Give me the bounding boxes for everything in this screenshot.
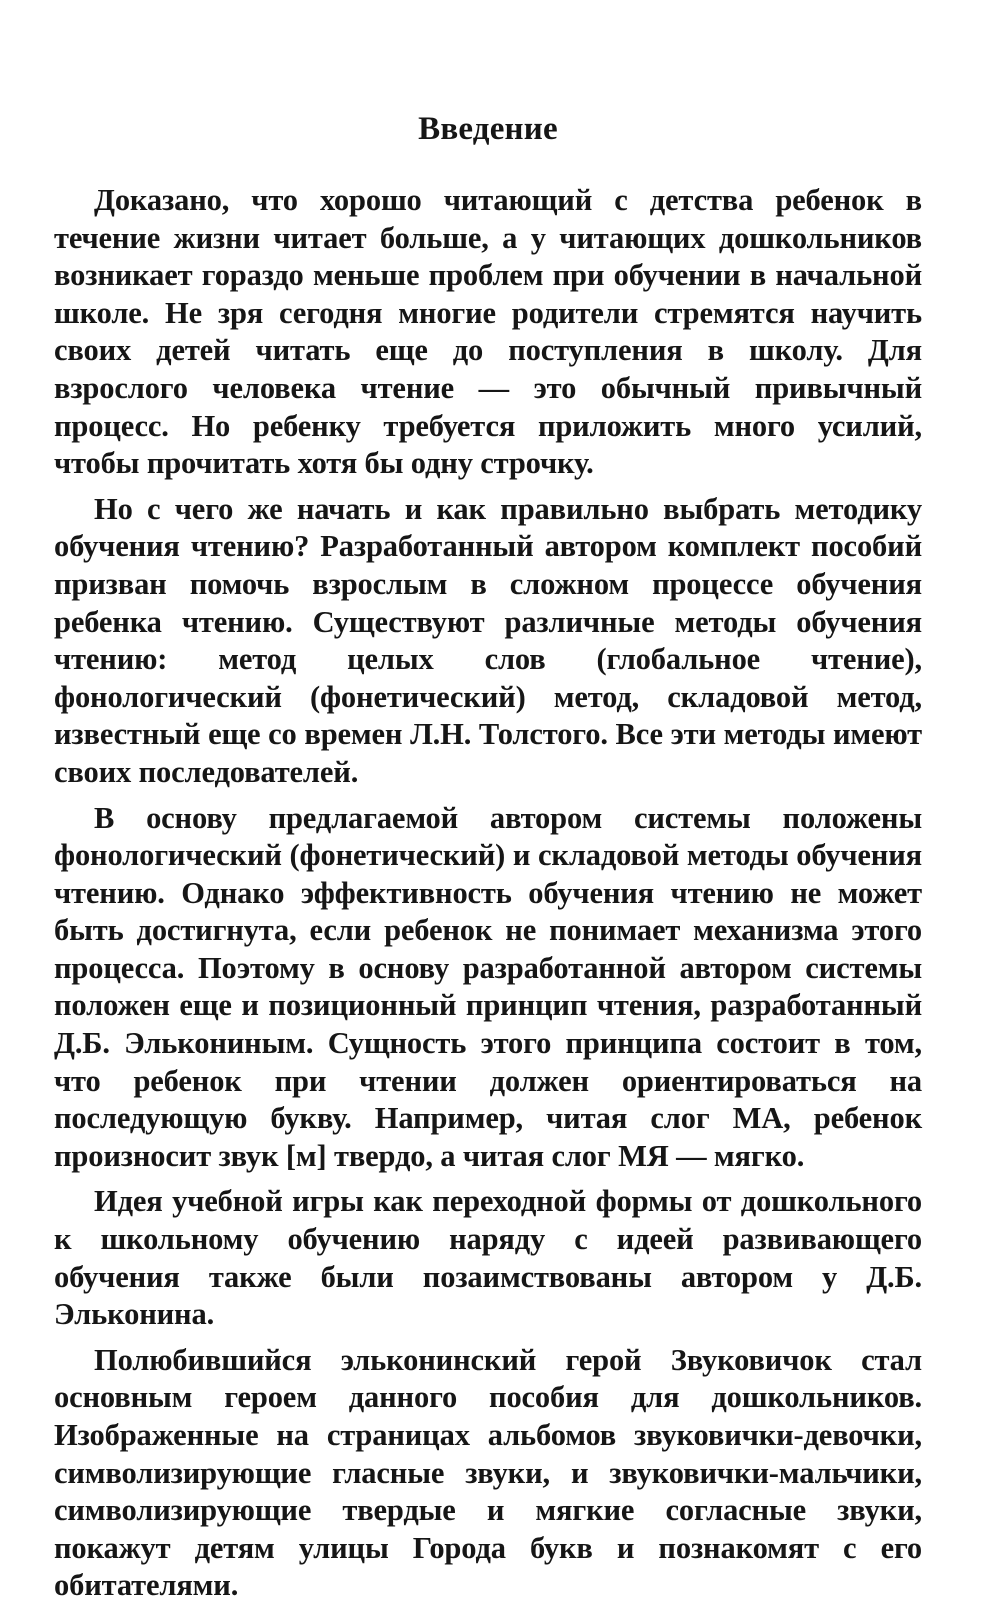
paragraph-2: Но с чего же начать и как правильно выбрать методику обучения чтению? Разработанный автором комплект пособий призван помочь взрослым в сложном процессе обучения ребенка чтению. Существуют различные методы обучения чтению: метод целых слов (глобальное чтение), фонологический (фонетический) метод, складовой метод, известный еще со времен Л.Н. Толстого. Все эти методы имеют своих последователей. — [54, 491, 922, 789]
paragraph-3: В основу предлагаемой автором системы положены фонологический (фонетический) и складовой методы обучения чтению. Однако эффективность обучения чтению не может быть достигнута, если ребенок не понимает механизма этого процесса. Поэтому в основу разработанной автором системы положен еще и позиционный принцип чтения, разработанный Д.Б. Элькониным. Сущность этого принципа состоит в том, что ребенок при чтении должен ориентироваться на последующую букву. Например, читая слог МА, ребенок произносит звук [м] твердо, а читая слог МЯ — мягко. — [54, 800, 922, 1173]
paragraph-5: Полюбившийся эльконинский герой Звуковичок стал основным героем данного пособия для дошкольников. Изображенные на страницах альбомов звуковички-девочки, символизирующие гласные звуки, и звуковички-мальчики, символизирующие твердые и мягкие согласные звуки, покажут детям улицы Города букв и познакомят с его обитателями. — [54, 1342, 922, 1603]
paragraph-1: Доказано, что хорошо читающий с детства ребенок в течение жизни читает больше, а у читающих дошкольников возникает гораздо меньше проблем при обучении в начальной школе. Не зря сегодня многие родители стремятся научить своих детей читать еще до поступления в школу. Для взрослого человека чтение — это обычный привычный процесс. Но ребенку требуется приложить много усилий, чтобы прочитать хотя бы одну строчку. — [54, 183, 922, 481]
page-title: Введение — [418, 111, 558, 147]
paragraph-4: Идея учебной игры как переходной формы от дошкольного к школьному обучению наряду с идеей развивающего обучения также были позаимствованы автором у Д.Б. Эльконина. — [54, 1184, 922, 1332]
document-body — [54, 182, 922, 1605]
